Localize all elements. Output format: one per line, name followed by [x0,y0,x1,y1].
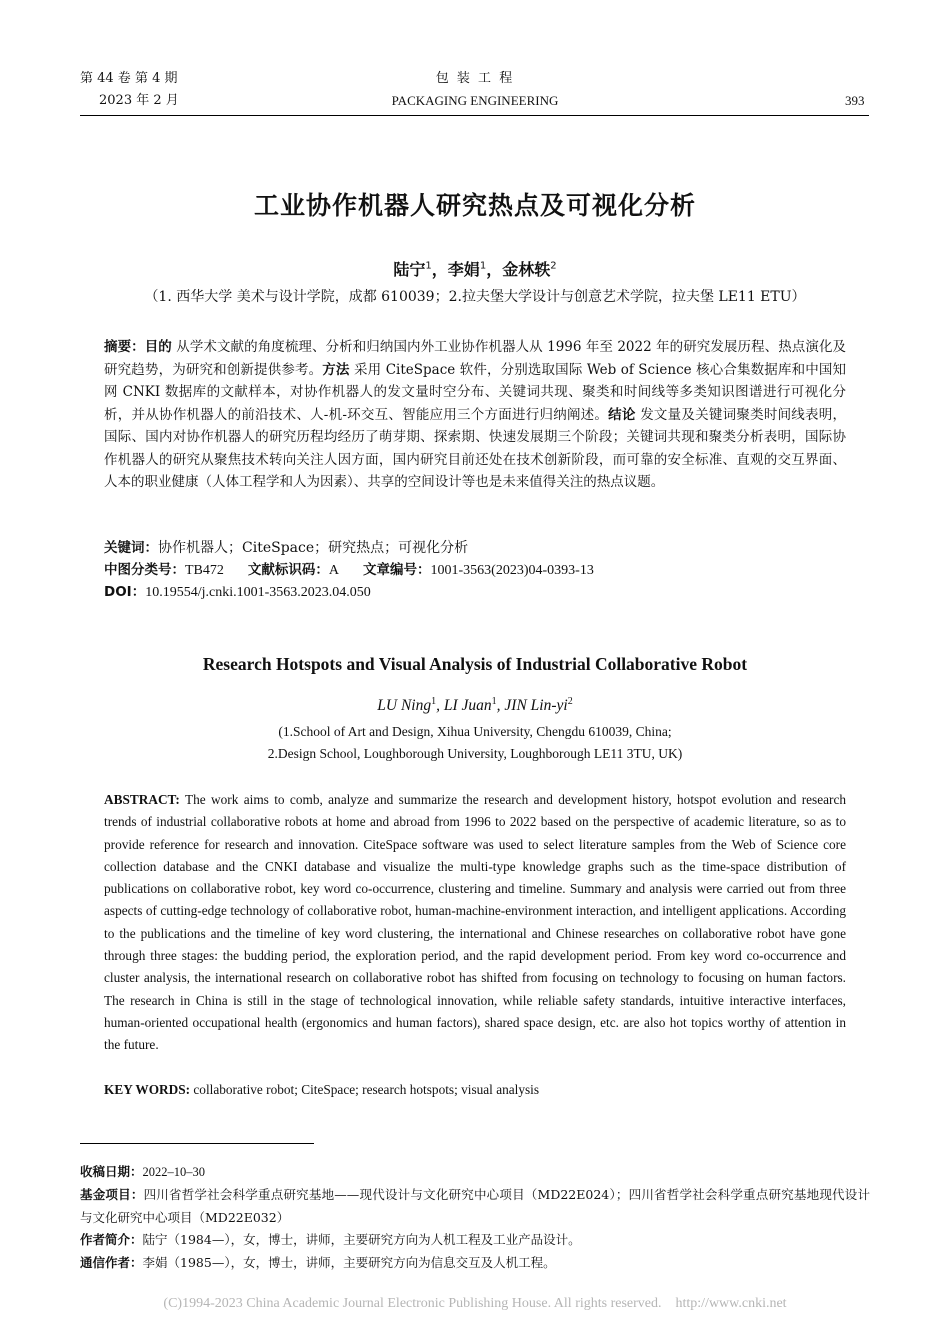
header-date: 2023 年 2 月 [99,93,179,108]
page-title-cn: 工业协作机器人研究热点及可视化分析 [253,191,696,220]
affiliation-en-line: (1.School of Art and Design, Xihua University, Chengdu 610039, China; [278,724,672,739]
author-name: 陆宁 [393,260,426,279]
affiliation-en-line: 2.Design School, Loughborough University, Loughborough LE11 3TU, UK) [267,746,683,761]
received-value: 2022–10–30 [142,1165,206,1179]
method-label: 方法 [322,361,350,378]
abstract-cn [104,336,846,494]
author-sup: 2 [550,260,557,272]
corresponding-label: 通信作者： [80,1255,143,1270]
doi-value[interactable]: 10.19554/j.cnki.1001-3563.2023.04.050 [145,585,371,600]
author-bio-value: 陆宁（1984—），女，博士，讲师，主要研究方向为人机工程及工业产品设计。 [142,1232,581,1247]
method-text: 采用 CiteSpace 软件，分别选取国际 Web of Science 核心合集数据库和中国知网 CNKI 数据库的文献样本，对协作机器人的发文量时空分布、关键词共现、聚类和时间线等多类知识图谱进行可视化分析，并从协作机器人的前沿技术、人-机-环交互、智能应用三个方面进行归纳阐述。 [104,361,847,423]
keywords-en-text: collaborative robot; CiteSpace; research hotspots; visual analysis [193,1082,540,1097]
abstract-en-label: ABSTRACT: [104,792,180,807]
author-name-en: LU Ning [377,697,432,715]
copyright-watermark: (C)1994-2023 China Academic Journal Electronic Publishing House. All rights reserved. http://www.cnki.net [163,1296,787,1311]
author-name-en: JIN Lin-yi [504,697,568,715]
author-name: 李娟 [447,260,480,279]
footnote-received [80,1161,870,1184]
header-rule [80,115,869,116]
abstract-en [104,789,846,1057]
fund-label: 基金项目： [80,1187,144,1202]
purpose-text: 从学术文献的角度梳理、分析和归纳国内外工业协作机器人从 1996 年至 2022 年的研究发展历程、热点演化及研究趋势，为研究和创新提供参考。 [104,339,847,378]
keywords-en [104,1079,846,1101]
footnote-corresponding [80,1252,870,1275]
keywords-cn-text: 协作机器人；CiteSpace；研究热点；可视化分析 [158,540,469,556]
purpose-label: 目的 [144,339,172,355]
article-number-value: 1001-3563(2023)04-0393-13 [430,563,594,578]
affiliation-cn: （1. 西华大学 美术与设计学院，成都 610039；2.拉夫堡大学设计与创意艺术学院，拉夫堡 LE11 ETU） [144,289,806,305]
footnote-rule [80,1143,314,1144]
authors-en: LU Ning$^1$, LI Juan$^1$, JIN Lin-$yi^2$ [377,696,573,715]
header-journal-en: PACKAGING ENGINEERING [391,93,559,108]
author-name-en: LI Juan [443,697,492,715]
footnote-fund [80,1184,870,1229]
fund-value: 四川省哲学社会科学重点研究基地——现代设计与文化研究中心项目（MD22E024）；四川省哲学社会科学重点研究基地现代设计与文化研究中心项目（MD22E032） [80,1187,870,1225]
footnote-author [80,1229,870,1252]
author-sup-en: 2 [567,696,573,707]
doc-code-label: 文献标识码： [247,562,329,578]
author-name: 金林轶 [502,260,551,279]
keywords-en-label: KEY WORDS: [104,1082,191,1097]
keywords-cn-label: 关键词： [104,540,158,556]
author-sup-en: 1 [431,696,437,707]
abstract-en-text: The work aims to comb, analyze and summarize the research and development history, hotspot evolution and research trends of industrial collaborative robots at home and abroad from 1996 to 2022 based on the perspective of academic literature, so as to provide reference for research and innovation. CiteSpace software was used to select literature samples from the Web of Science core collection database and the CNKI database and visualize the multi-type knowledge graphs such as the time-space distribution of publications on collaborative robot, key word co-occurrence, clustering and timeline. Summary and analysis were carried out from three aspects of cutting-edge technology of collaborative robot, human-machine-environment interaction, and intelligent applications. According to the publications and the timeline of key word clustering, the international and Chinese researches on collaborative robot have gone through three stages: the budding period, the exploration period, and the rapid development period. From key word co-occurrence and cluster analysis, the international research on collaborative robot has shifted from focusing on technology to focusing on human factors. The research in China is still in the stage of technological innovation, while reliable safety standards, intuitive interactive interfaces, human-oriented occupational health (ergonomics and human factors), shared space design, etc. are also hot topics worthy of attention in the future. [104,792,846,1053]
affiliation-en [0,721,950,765]
author-sup: 1 [425,260,432,272]
header-volume-issue: 第 44 卷 第 4 期 [80,71,178,86]
clc-label: 中图分类号： [104,562,185,578]
received-label: 收稿日期： [80,1164,143,1179]
classification-line [104,559,864,582]
doi-label: DOI： [104,584,146,600]
article-number-label: 文章编号： [363,562,431,578]
abstract-cn-label: 摘要： [104,339,145,355]
page-title-en: Research Hotspots and Visual Analysis of Industrial Collaborative Robot [202,654,748,674]
header-journal-cn: 包 装 工 程 [435,71,515,86]
keywords-cn [104,537,864,559]
clc-value: TB472 [185,563,224,578]
author-bio-label: 作者简介： [80,1232,143,1247]
doc-code-value: A [328,563,340,578]
conclusion-label: 结论 [608,406,636,423]
conclusion-text: 发文量及关键词聚类时间线表明，国际、国内对协作机器人的研究历程均经历了萌芽期、探索期、快速发展期三个阶段；关键词共现和聚类分析表明，国际协作机器人的研究从聚焦技术转向关注人因方面，国内研究目前还处在技术创新阶段，而可靠的安全标准、直观的交互界面、人本的职业健康（人体工程学和人为因素）、共享的空间设计等也是未来值得关注的热点议题。 [104,406,847,490]
author-sup-en: 1 [491,696,497,707]
author-sup: 1 [479,260,487,272]
header-page-number: 393 [845,93,865,108]
authors-cn: 陆宁$^1$，李娟$^1$，金林轶$^2$ [393,260,557,279]
doi-line [104,581,864,604]
corresponding-value: 李娟（1985—），女，博士，讲师，主要研究方向为信息交互及人机工程。 [142,1255,556,1270]
